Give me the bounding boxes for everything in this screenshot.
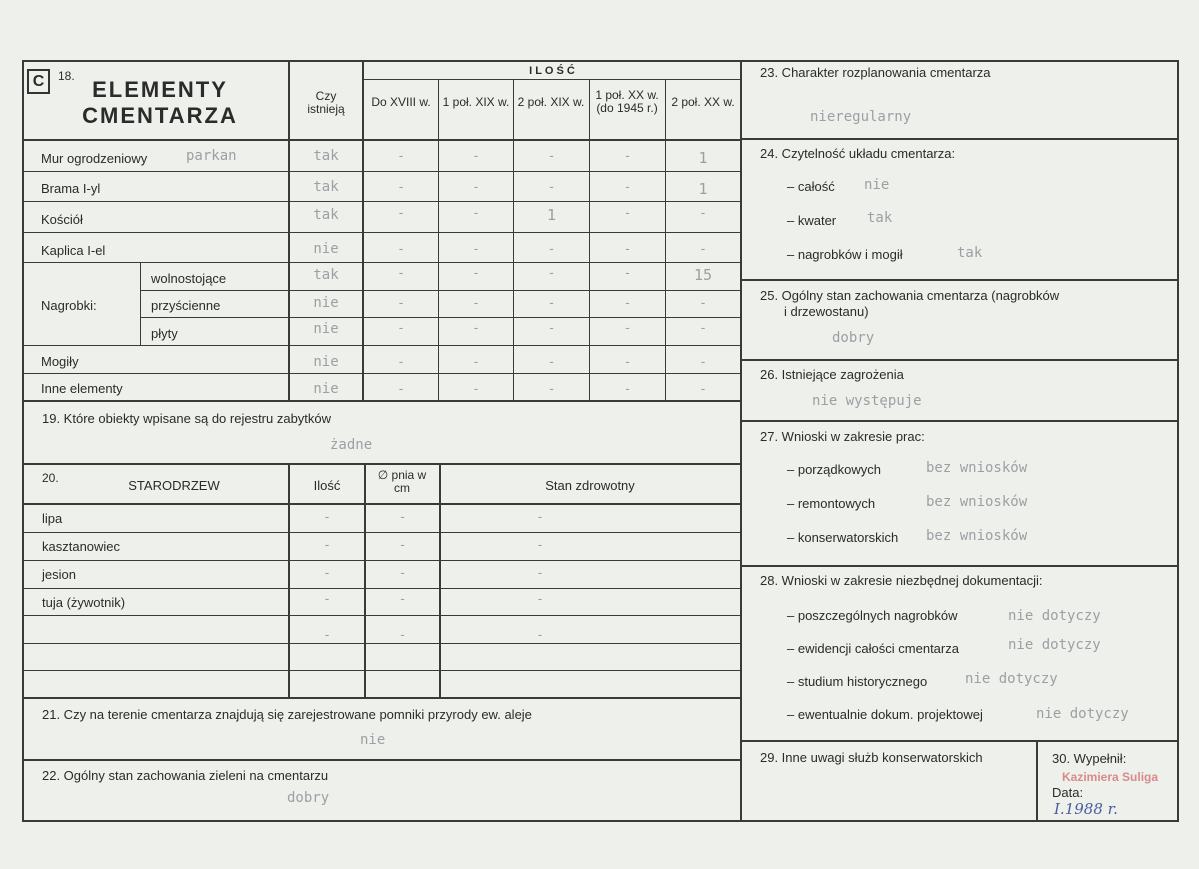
q28-item-label: – poszczególnych nagrobków [787, 608, 958, 623]
tree-cell: - [398, 592, 407, 607]
quantity-cell: - [623, 242, 632, 257]
quantity-cell: - [699, 206, 707, 221]
q24-item-label: – nagrobków i mogił [787, 247, 903, 262]
q21-label: 21. Czy na terenie cmentarza znajdują się zarejestrowane pomniki przyrody ew. aleje [42, 707, 532, 722]
quantity-cell: - [623, 266, 632, 281]
quantity-cell: - [397, 180, 405, 195]
row-line [22, 615, 740, 616]
quantity-cell: - [472, 266, 480, 281]
q24-item-label: – całość [787, 179, 835, 194]
center-divider [740, 60, 742, 822]
tree-cell: - [398, 628, 407, 643]
row-line [740, 138, 1179, 140]
col-line [288, 60, 290, 401]
quantity-cell: - [547, 355, 556, 370]
quantity-cell: - [472, 206, 480, 221]
q28-item-answer: nie dotyczy [1036, 706, 1129, 722]
row-label-inne: Inne elementy [41, 381, 123, 396]
quantity-cell: 15 [693, 266, 713, 284]
frame-bottom [22, 820, 1179, 822]
q29-label: 29. Inne uwagi służb konserwatorskich [760, 750, 983, 765]
exists-value: tak [313, 148, 339, 164]
quantity-cell: - [623, 321, 632, 336]
row-line [740, 359, 1179, 361]
col-header-2: 1 poł. XIX w. [442, 95, 510, 109]
col-line [438, 80, 439, 401]
exists-value: nie [313, 381, 339, 397]
quantity-cell: - [397, 242, 405, 257]
q27-item-label: – remontowych [787, 496, 876, 511]
col-line [665, 80, 666, 401]
tree-cell: - [536, 566, 544, 581]
quantity-cell: - [397, 266, 405, 281]
quantity-cell: 1 [546, 206, 557, 224]
tree-label: tuja (żywotnik) [42, 595, 126, 610]
q24-item-label: – kwater [787, 213, 837, 228]
q28-label: 28. Wnioski w zakresie niezbędnej dokumentacji: [760, 573, 1043, 588]
q19-answer: żadne [330, 437, 373, 453]
quantity-cell: - [547, 180, 556, 195]
quantity-cell: - [397, 296, 405, 311]
q22-answer: dobry [287, 790, 330, 806]
tree-cell: - [323, 538, 331, 553]
col-header-4: 1 poł. XX w. (do 1945 r.) [595, 88, 659, 116]
tree-cell: - [536, 510, 544, 525]
row-line [22, 759, 740, 761]
quantity-cell: - [623, 180, 632, 195]
q19-label: 19. Które obiekty wpisane są do rejestru zabytków [42, 411, 332, 426]
col-header-1: Do XVIII w. [371, 95, 431, 109]
quantity-cell: - [472, 180, 480, 195]
q23-answer: nieregularny [810, 109, 912, 125]
q22-label: 22. Ogólny stan zachowania zieleni na cmentarzu [42, 768, 329, 783]
quantity-cell: - [472, 149, 480, 164]
row-line [140, 290, 740, 291]
quantity-cell: - [397, 206, 405, 221]
col-header-exists: Czy istnieją [307, 89, 345, 117]
q27-item-answer: bez wniosków [926, 460, 1028, 476]
quantity-cell: - [472, 382, 480, 397]
tree-cell: - [536, 538, 544, 553]
row-line [22, 400, 740, 402]
tree-cell: - [323, 510, 331, 525]
quantity-cell: 1 [698, 180, 708, 198]
col-header-3: 2 poł. XIX w. [517, 95, 585, 109]
q24-item-answer: tak [957, 245, 983, 261]
quantity-cell: - [547, 242, 556, 257]
nagrobki-divider [140, 262, 141, 345]
quantity-cell: - [547, 382, 556, 397]
col-header-5: 2 poł. XX w. [671, 95, 735, 109]
tree-cell: - [323, 566, 331, 581]
tree-label: lipa [42, 511, 63, 526]
exists-value: tak [313, 179, 339, 195]
frame-right [1177, 60, 1179, 822]
tree-cell: - [398, 566, 407, 581]
row-label-brama: Brama I-yl [41, 181, 101, 196]
quantity-cell: - [397, 321, 405, 336]
row-label-kaplica: Kaplica I-el [41, 243, 106, 258]
q28-item-label: – ewidencji całości cmentarza [787, 641, 959, 656]
exists-value: tak [313, 207, 339, 223]
tree-label: kasztanowiec [42, 539, 121, 554]
exists-value: nie [313, 321, 339, 337]
tree-cell: - [536, 628, 544, 643]
row-line [22, 532, 740, 533]
q28-item-label: – ewentualnie dokum. projektowej [787, 707, 983, 722]
quantity-cell: - [397, 355, 405, 370]
header-bottom-line [22, 139, 740, 141]
quantity-cell: - [623, 296, 632, 311]
quantity-cell: - [397, 382, 405, 397]
q23-label: 23. Charakter rozplanowania cmentarza [760, 65, 991, 80]
row-label-mur: Mur ogrodzeniowy [41, 151, 148, 166]
q27-item-answer: bez wniosków [926, 528, 1028, 544]
quantity-cell: - [699, 242, 707, 257]
quantity-cell: - [472, 296, 480, 311]
row-label-kosciol: Kościół [41, 212, 83, 227]
q27-item-label: – porządkowych [787, 462, 881, 477]
row-line [140, 317, 740, 318]
q30-date-value: I.1988 r. [1054, 800, 1118, 818]
q28-item-answer: nie dotyczy [965, 671, 1058, 687]
quantity-cell: - [472, 355, 480, 370]
q20-col-diam: ∅ pnia w cm [377, 468, 427, 496]
row-line [740, 565, 1179, 567]
q26-label: 26. Istniejące zagrożenia [760, 367, 904, 382]
nagrobki-label: Nagrobki: [41, 298, 97, 313]
tree-cell: - [536, 592, 544, 607]
quantity-cell: - [397, 149, 405, 164]
q28-item-answer: nie dotyczy [1008, 637, 1101, 653]
q27-item-answer: bez wniosków [926, 494, 1028, 510]
col-header-ilosc: I L O Ś Ć [529, 65, 575, 77]
quantity-cell: - [699, 296, 707, 311]
row-label-mogily: Mogiły [41, 354, 79, 369]
row-line [22, 588, 740, 589]
q25-label-line1: 25. Ogólny stan zachowania cmentarza (nagrobków [760, 288, 1060, 303]
tree-cell: - [323, 592, 331, 607]
quantity-cell: - [623, 382, 632, 397]
quantity-cell: - [699, 355, 707, 370]
row-line [740, 420, 1179, 422]
col-line [362, 60, 364, 401]
col-line [513, 80, 514, 401]
q24-label: 24. Czytelność układu cmentarza: [760, 146, 956, 161]
q27-item-label: – konserwatorskich [787, 530, 899, 545]
row-label-wolnostojace: wolnostojące [151, 271, 227, 286]
section-title-line2: CMENTARZA [82, 103, 238, 128]
row-line [22, 345, 740, 346]
quantity-cell: - [699, 382, 707, 397]
q28-item-label: – studium historycznego [787, 674, 928, 689]
row-line [22, 670, 740, 671]
q24-item-answer: nie [864, 177, 890, 193]
q25-answer: dobry [832, 330, 875, 346]
row-line [22, 560, 740, 561]
exists-value: nie [313, 354, 339, 370]
quantity-cell: 1 [698, 149, 708, 167]
q20-number: 20. [42, 471, 59, 485]
q27-label: 27. Wnioski w zakresie prac: [760, 429, 925, 444]
row-line [740, 279, 1179, 281]
row-typed-mur: parkan [186, 148, 237, 164]
row-line [740, 740, 1179, 742]
row-line [22, 232, 740, 233]
frame-left [22, 60, 24, 822]
quantity-cell: - [472, 321, 480, 336]
row-line [22, 697, 740, 699]
quantity-cell: - [472, 242, 480, 257]
quantity-cell: - [547, 296, 556, 311]
row-line [22, 171, 740, 172]
q21-answer: nie [360, 732, 386, 748]
q20-title: STARODRZEW [128, 478, 220, 493]
filled-by-stamp: Kazimiera Suliga [1062, 770, 1159, 784]
section-letter-box: C [27, 69, 50, 94]
row-line [22, 463, 740, 465]
q20-col-qty: Ilość [313, 478, 341, 493]
q20-col-health: Stan zdrowotny [545, 478, 635, 493]
row-line [22, 201, 740, 202]
section-18-number: 18. [58, 69, 75, 83]
col-line [589, 80, 590, 401]
quantity-cell: - [699, 321, 707, 336]
exists-value: nie [313, 295, 339, 311]
q30-label: 30. Wypełnił: [1052, 751, 1127, 766]
col-line [1036, 740, 1038, 822]
row-line [22, 373, 740, 374]
q24-item-answer: tak [867, 210, 893, 226]
row-line [22, 262, 740, 263]
row-line [22, 503, 740, 505]
quantity-cell: - [623, 206, 632, 221]
row-label-przyscienne: przyścienne [151, 298, 221, 313]
exists-value: tak [313, 267, 339, 283]
tree-cell: - [398, 510, 407, 525]
quantity-cell: - [623, 149, 632, 164]
row-line [22, 643, 740, 644]
q26-answer: nie występuje [812, 393, 922, 409]
frame-top [22, 60, 1179, 62]
header-line [362, 79, 740, 80]
row-label-plyty: płyty [151, 326, 178, 341]
section-title-line1: ELEMENTY [92, 77, 228, 102]
tree-cell: - [323, 628, 331, 643]
tree-label: jesion [42, 567, 76, 582]
q25-label-line2: i drzewostanu) [784, 304, 869, 319]
q30-date-label: Data: [1052, 785, 1084, 800]
col-line [439, 463, 441, 698]
quantity-cell: - [547, 149, 556, 164]
tree-cell: - [398, 538, 407, 553]
exists-value: nie [313, 241, 339, 257]
quantity-cell: - [623, 355, 632, 370]
quantity-cell: - [547, 266, 556, 281]
quantity-cell: - [547, 321, 556, 336]
q28-item-answer: nie dotyczy [1008, 608, 1101, 624]
